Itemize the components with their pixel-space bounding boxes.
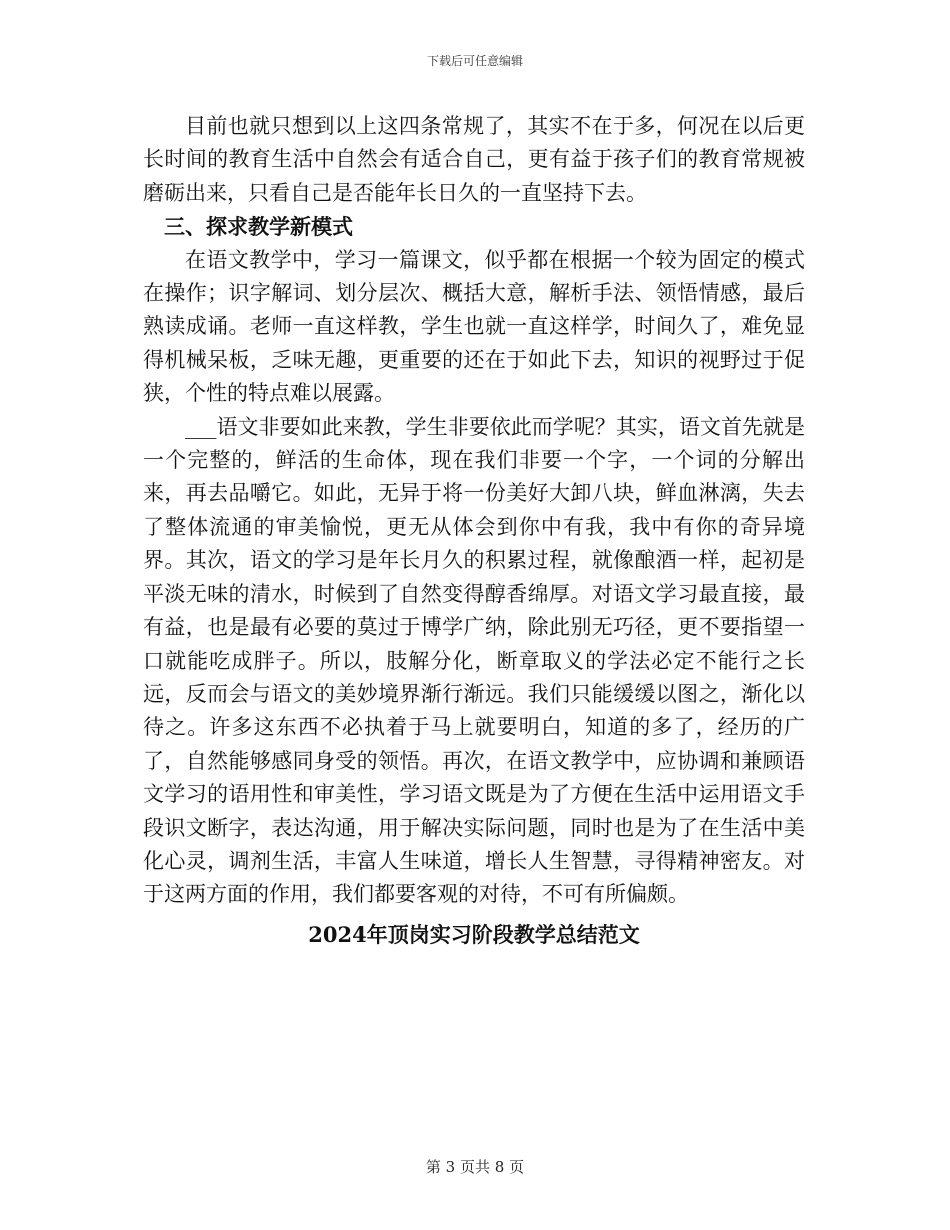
document-title: 2024年顶岗实习阶段教学总结范文 [308,921,640,947]
section-heading: 三、探求教学新模式 [164,214,353,240]
page-footer: 第 3 页共 8 页 [425,1158,525,1176]
paragraph-3: ___语文非要如此来教，学生非要依此而学呢？其实，语文首先就是一个完整的，鲜活的生命体，现在我们非要一个字，一个词的分解出来，再去品嚼它。如此，无异于将一份美好大卸八块，鲜血淋漓，失去了整体流通的审美愉悦，更无从体会到你中有我，我中有你的奇异境界。其次，语文的学习是年长月久的积累过程，就像酿酒一样，起初是平淡无味的清水，时候到了自然变得醇香绵厚。对语文学习最直接，最有益，也是最有必要的莫过于博学广纳，除此别无巧径，更不要指望一口就能吃成胖子。所以，肢解分化，断章取义的学法必定不能行之长远，反而会与语文的美妙境界渐行渐远。我们只能缓缓以图之，渐化以待之。许多这东西不必执着于马上就要明白，知道的多了，经历的广了，自然能够感同身受的领悟。再次，在语文教学中，应协调和兼顾语文学习的语用性和审美性，学习语文既是为了方便在生活中运用语文手段识文断字，表达沟通，用于解决实际问题，同时也是为了在生活中美化心灵，调剂生活，丰富人生味道，增长人生智慧，寻得精神密友。对于这两方面的作用，我们都要客观的对待，不可有所偏颇。 [143,414,805,907]
paragraph-2: 在语文教学中，学习一篇课文，似乎都在根据一个较为固定的模式在操作；识字解词、划分层次、概括大意，解析手法、领悟情感，最后熟读成诵。老师一直这样教，学生也就一直这样学，时间久了，难免显得机械呆板，乏味无趣，更重要的还在于如此下去，知识的视野过于促狭，个性的特点难以展露。 [143,247,805,406]
document-body [143,110,805,951]
page-header: 下载后可任意编辑 [426,54,523,68]
paragraph-1: 目前也就只想到以上这四条常规了，其实不在于多，何况在以后更长时间的教育生活中自然会有适合自己，更有益于孩子们的教育常规被磨砺出来，只看自己是否能年长日久的一直坚持下去。 [143,114,805,205]
